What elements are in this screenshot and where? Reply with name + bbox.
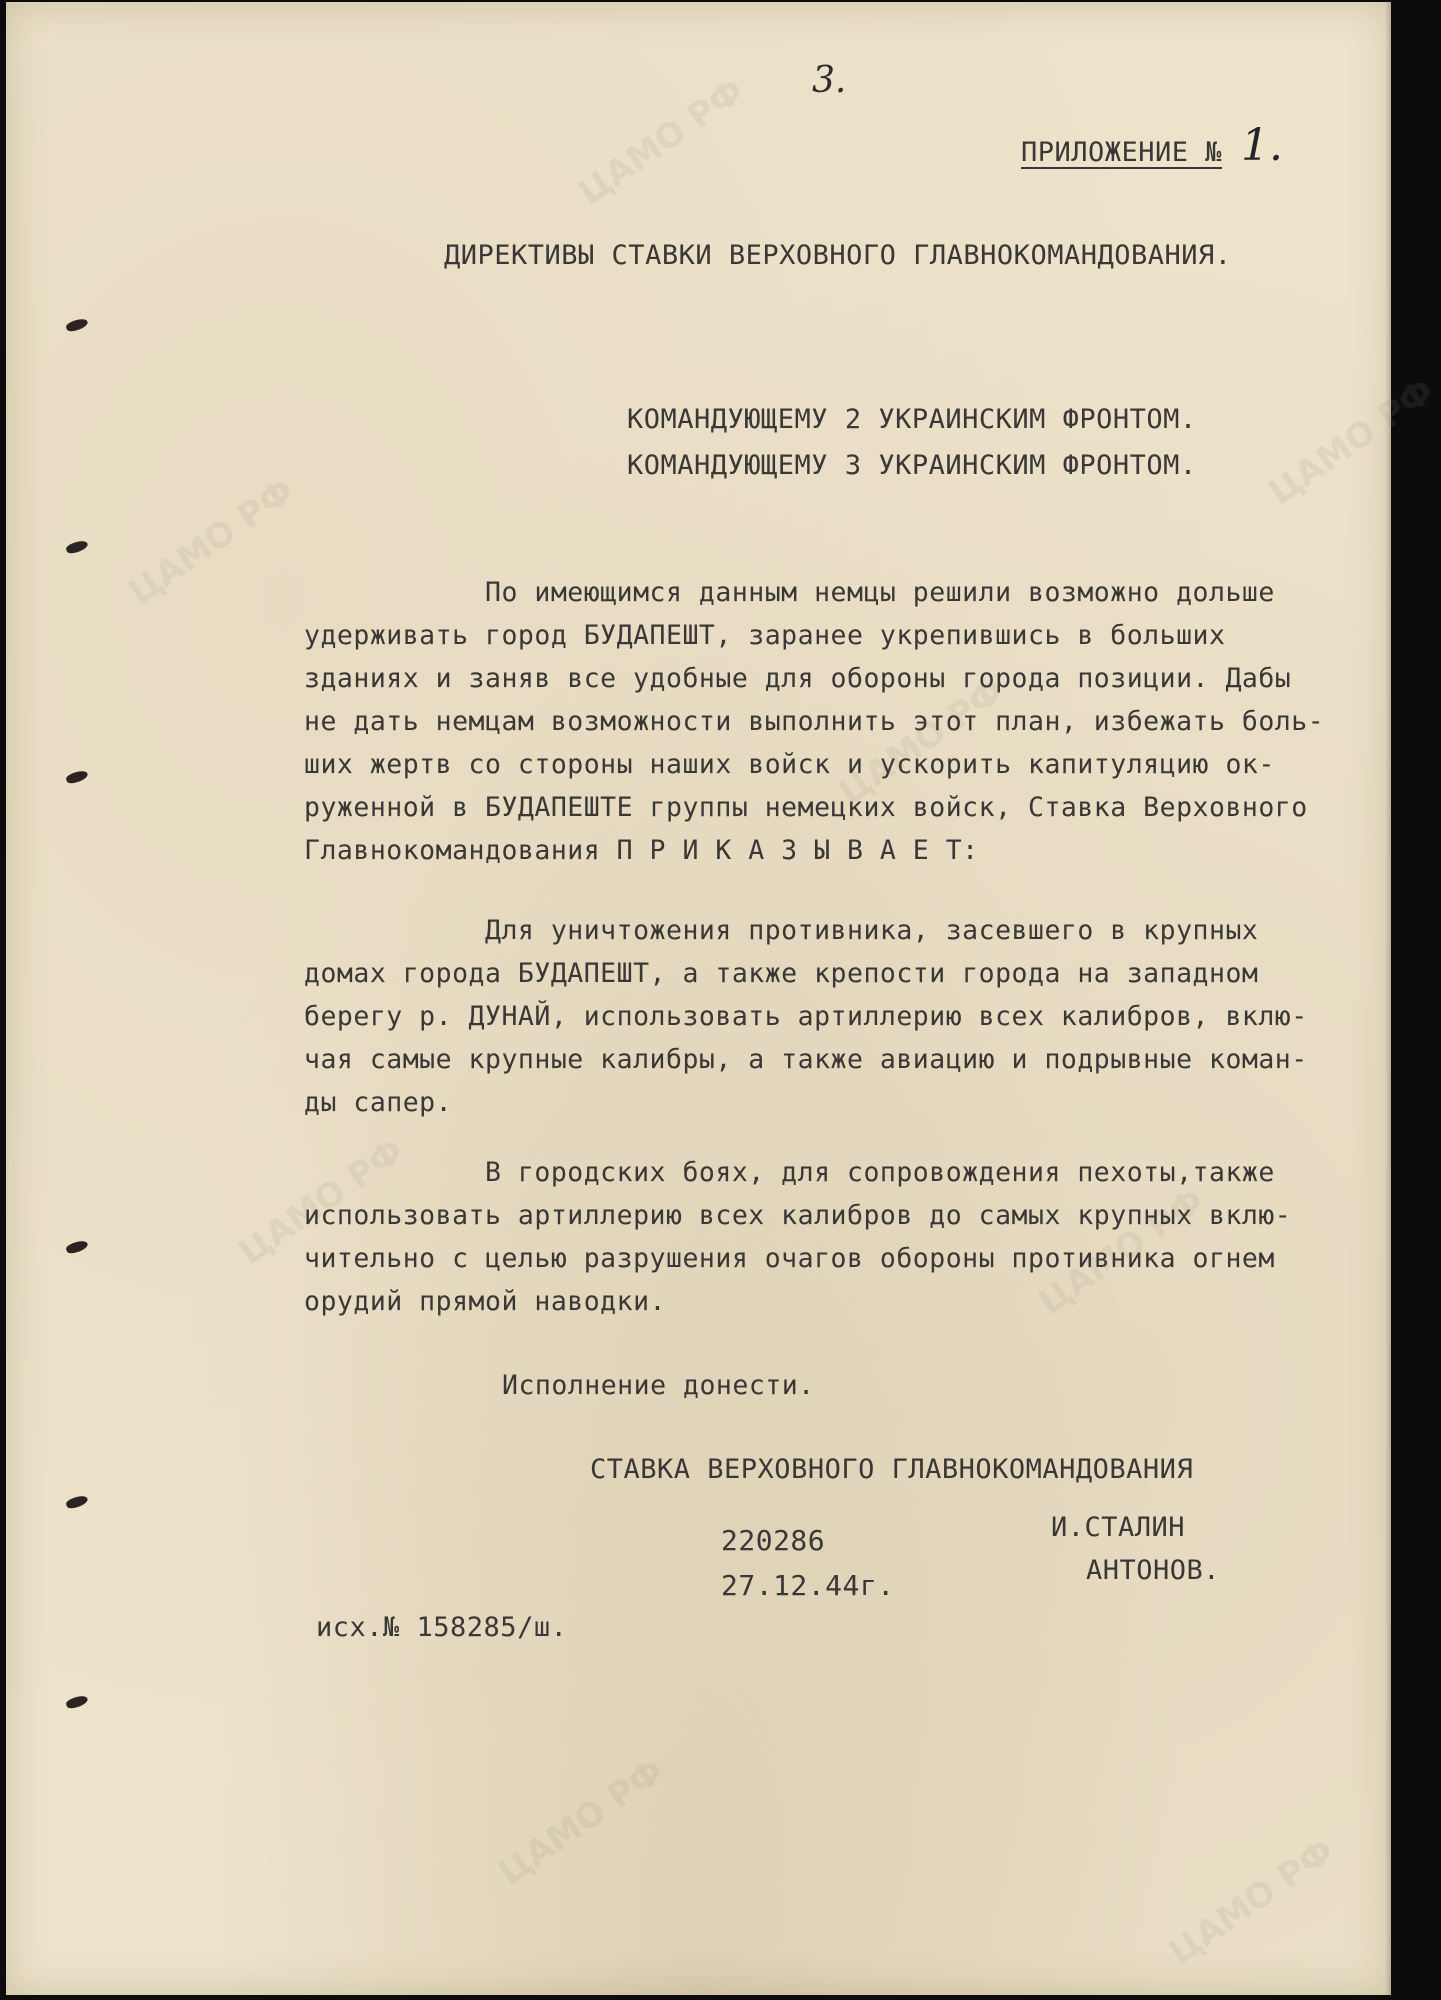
binding-hole — [65, 769, 89, 786]
watermark: ЦАМО РФ — [1031, 1180, 1212, 1324]
body-line: Для уничтожения противника, засевшего в крупных — [304, 915, 1259, 946]
watermark: ЦАМО РФ — [1261, 370, 1441, 514]
directive-date: 27.12.44г. — [721, 1569, 895, 1602]
body-line: удерживать город БУДАПЕШТ, заранее укрепившись в больших — [304, 620, 1226, 651]
binding-hole — [65, 1494, 89, 1511]
body-line: орудий прямой наводки. — [304, 1286, 666, 1317]
closing-line: Исполнение донести. — [502, 1370, 815, 1401]
body-line: берегу р. ДУНАЙ, использовать артиллерию всех калибров, вклю- — [304, 1001, 1308, 1032]
body-line: ды сапер. — [304, 1087, 453, 1118]
outgoing-reference: исх.№ 158285/ш. — [316, 1612, 568, 1643]
document-page — [6, 2, 1441, 1995]
watermark: ЦАМО РФ — [121, 470, 302, 614]
binding-hole — [65, 539, 89, 556]
binding-hole — [65, 317, 89, 334]
body-line: чая самые крупные калибры, а также авиацию и подрывные коман- — [304, 1044, 1308, 1075]
body-line: использовать артиллерию всех калибров до самых крупных вклю- — [304, 1200, 1292, 1231]
page-number: 3. — [812, 60, 847, 101]
body-line: По имеющимся данным немцы решили возможно дольше — [304, 577, 1275, 608]
body-line: домах города БУДАПЕШТ, а также крепости города на западном — [304, 958, 1259, 989]
hq-signature: СТАВКА ВЕРХОВНОГО ГЛАВНОКОМАНДОВАНИЯ — [590, 1454, 1194, 1485]
addressee: КОМАНДУЮЩЕМУ 3 УКРАИНСКИМ ФРОНТОМ. — [627, 450, 1197, 481]
body-line: ших жертв со стороны наших войск и ускорить капитуляцию ок- — [304, 749, 1275, 780]
watermark: ЦАМО РФ — [491, 1750, 672, 1894]
document-title: ДИРЕКТИВЫ СТАВКИ ВЕРХОВНОГО ГЛАВНОКОМАНДОВАНИЯ. — [444, 240, 1232, 271]
watermark: ЦАМО РФ — [571, 70, 752, 214]
body-line: руженной в БУДАПЕШТЕ группы немецких войск, Ставка Верховного — [304, 792, 1308, 823]
page-edge — [1385, 2, 1391, 1995]
appendix-number: 1. — [1241, 120, 1283, 171]
binding-hole — [65, 1694, 89, 1711]
watermark: ЦАМО РФ — [831, 670, 1012, 814]
watermark: ЦАМО РФ — [1161, 1830, 1342, 1974]
body-line: чительно с целью разрушения очагов обороны противника огнем — [304, 1243, 1275, 1274]
body-line: В городских боях, для сопровождения пехоты,также — [304, 1157, 1275, 1188]
signatory: И.СТАЛИН — [1051, 1512, 1186, 1543]
watermark: ЦАМО РФ — [231, 1130, 412, 1274]
directive-code: 220286 — [721, 1524, 826, 1557]
signatory: АНТОНОВ. — [1086, 1555, 1221, 1586]
appendix-label: ПРИЛОЖЕНИЕ № — [1021, 137, 1223, 168]
binding-hole — [65, 1239, 89, 1256]
addressee: КОМАНДУЮЩЕМУ 2 УКРАИНСКИМ ФРОНТОМ. — [627, 404, 1197, 435]
body-line: Главнокомандования П Р И К А З Ы В А Е Т: — [304, 835, 979, 866]
body-line: не дать немцам возможности выполнить этот план, избежать боль- — [304, 706, 1325, 737]
body-line: зданиях и заняв все удобные для обороны города позиции. Дабы — [304, 663, 1292, 694]
